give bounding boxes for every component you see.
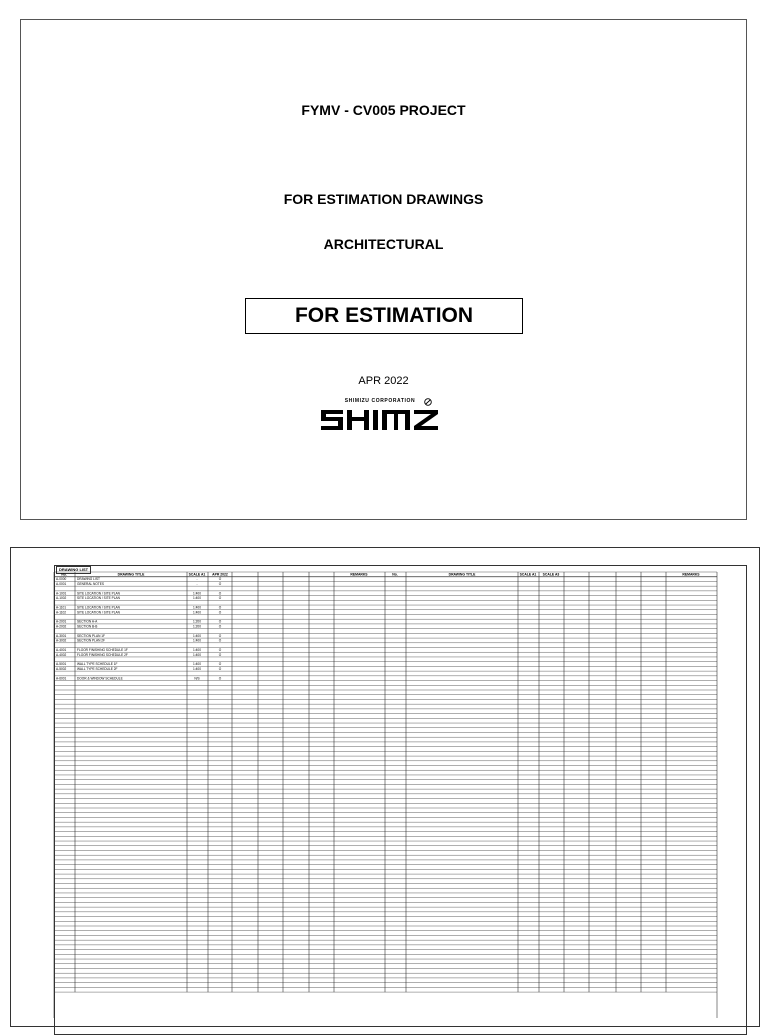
header-drawing-title-right: DRAWING TITLE [448,572,476,577]
row-drawing-no: A-5001 [56,662,67,667]
row-issue-mark: O [218,591,222,596]
row-drawing-title: SECTION PLAN 1F [77,633,105,638]
row-scale: - [196,577,198,582]
row-drawing-no: A-6001 [56,676,67,681]
row-scale: 1:400 [193,638,201,643]
row-scale: N/S [194,676,200,681]
row-issue-mark: O [218,624,222,629]
project-title: FYMV - CV005 PROJECT [301,102,466,118]
row-drawing-title: SITE LOCATION / SITE PLAN [77,591,120,596]
row-issue-mark: O [218,633,222,638]
row-drawing-no: A-1001 [56,591,67,596]
row-drawing-title: GENERAL NOTES [77,581,104,586]
for-estimation-stamp: FOR ESTIMATION [245,298,523,334]
row-drawing-no: A-4001 [56,648,67,653]
row-drawing-title: SECTION A-A [77,619,98,624]
drawing-list-title: DRAWING LIST [56,566,91,574]
row-drawing-no: A-1102 [56,610,67,615]
header-no-right: No. [392,572,398,577]
row-drawing-title: FLOOR FINISHING SCHEDULE 1F [77,648,128,653]
row-drawing-title: DRAWING LIST [77,577,100,582]
row-drawing-title: SECTION PLAN 2F [77,638,105,643]
row-issue-mark: O [218,662,222,667]
row-issue-mark: O [218,676,222,681]
header-remarks: REMARKS [350,572,368,577]
row-drawing-no: A-0001 [56,581,67,586]
row-issue-mark: O [218,605,222,610]
row-issue-mark: O [218,610,222,615]
row-drawing-title: DOOR & WINDOW SCHEDULE [77,676,123,681]
row-issue-mark: O [218,596,222,601]
row-drawing-no: A-4002 [56,652,67,657]
row-drawing-title: SECTION B-B [77,624,98,629]
drawing-list-table [11,548,761,1028]
row-issue-mark: O [218,577,222,582]
row-issue-mark: O [218,652,222,657]
row-issue-mark: O [218,619,222,624]
header-scale-a3-right: SCALE A3 [542,572,560,577]
row-issue-mark: O [218,581,222,586]
header-remarks-right: REMARKS [682,572,700,577]
header-scale-a1: SCALE A1 [188,572,206,577]
issue-date: APR 2022 [358,375,409,387]
drawing-list-sheet [10,547,760,1027]
row-scale: 1:400 [193,633,201,638]
row-scale: 1:400 [193,666,201,671]
row-drawing-no: A-1002 [56,596,67,601]
row-scale: 1:400 [193,605,201,610]
row-scale: 1:200 [193,624,201,629]
cover-sheet [20,19,747,520]
row-drawing-no: A-3001 [56,633,67,638]
row-issue-mark: O [218,638,222,643]
row-drawing-no: A-5002 [56,666,67,671]
row-issue-mark: O [218,666,222,671]
row-scale: 1:400 [193,596,201,601]
header-issue-date: APR 2022 [212,572,228,577]
row-drawing-title: WALL TYPE SCHEDULE 1F [77,662,118,667]
row-drawing-no: A-2001 [56,619,67,624]
row-scale: 1:400 [193,648,201,653]
company-caption: SHIMIZU CORPORATION [344,398,416,404]
header-no: No. [61,572,67,577]
row-drawing-no: A-2002 [56,624,67,629]
row-scale: 1:400 [193,610,201,615]
row-scale: 1:400 [193,662,201,667]
row-drawing-no: A-1101 [56,605,67,610]
drawing-discipline: ARCHITECTURAL [323,236,444,252]
row-drawing-title: SITE LOCATION / SITE PLAN [77,605,120,610]
row-scale: 1:400 [193,591,201,596]
header-drawing-title: DRAWING TITLE [117,572,145,577]
row-drawing-no: A-3002 [56,638,67,643]
header-scale-a1-right: SCALE A1 [519,572,537,577]
row-drawing-no: A-0000 [56,577,67,582]
shimz-logo [317,398,443,436]
row-drawing-title: WALL TYPE SCHEDULE 2F [77,666,118,671]
row-issue-mark: O [218,648,222,653]
row-scale: 1:400 [193,652,201,657]
row-scale: 1:200 [193,619,201,624]
row-drawing-title: SITE LOCATION / SITE PLAN [77,596,120,601]
row-drawing-title: FLOOR FINISHING SCHEDULE 2F [77,652,128,657]
row-scale: - [196,581,198,586]
row-drawing-title: SITE LOCATION / SITE PLAN [77,610,120,615]
drawing-purpose: FOR ESTIMATION DRAWINGS [283,191,484,207]
